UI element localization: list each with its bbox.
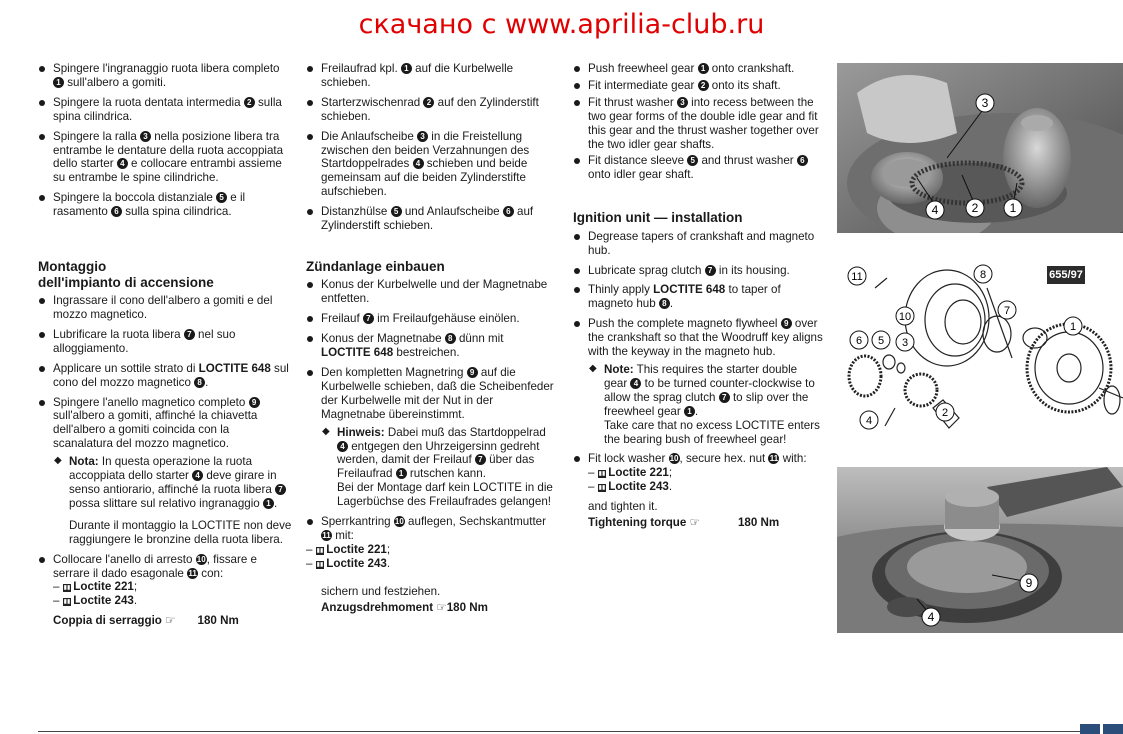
model-chip-icon: ▮▮ — [63, 585, 71, 592]
step-item: Applicare un sottile strato di LOCTITE 648 sul cono del mozzo magnetico 8 . — [38, 362, 292, 390]
italian-column — [38, 62, 292, 628]
section-heading: Zündanlage einbauen — [306, 258, 445, 274]
step-item: Fit lock washer 10, secure hex. nut 11 with: — [573, 452, 823, 466]
callout-badge: 6 — [797, 155, 808, 166]
pointing-hand-icon: ☞ — [689, 516, 700, 530]
step-item: Konus der Magnetnabe 8 dünn mit LOCTITE 648 bestreichen. — [306, 332, 554, 360]
german-column — [306, 62, 554, 615]
step-item: Thinly apply LOCTITE 648 to taper of magneto hub 8 . — [573, 283, 823, 311]
callout-badge: 8 — [194, 377, 205, 388]
step-item: Fit distance sleeve 5 and thrust washer 6 onto idler gear shaft. — [573, 154, 823, 182]
step-item: Starterzwischenrad 2 auf den Zylinderstift schieben. — [306, 96, 554, 124]
callout-badge: 10 — [394, 517, 404, 527]
exploded-diagram — [837, 258, 1123, 438]
callout-label: 9 — [1025, 576, 1033, 590]
bottom-rule — [38, 731, 1080, 732]
callout-badge: 7 — [275, 484, 286, 495]
step-item: Degrease tapers of crankshaft and magneto hub. — [573, 230, 823, 258]
watermark-text: скачано с www.aprilia-club.ru — [358, 9, 765, 40]
callout-badge: 10 — [669, 454, 679, 464]
callout-badge: 1 — [401, 63, 412, 74]
callout-badge: 7 — [705, 265, 716, 276]
step-item: Lubricate sprag clutch 7 in its housing. — [573, 264, 823, 278]
callout-badge: 11 — [188, 568, 197, 578]
step-item: Freilaufrad kpl. 1 auf die Kurbelwelle schieben. — [306, 62, 554, 90]
callout-label: 8 — [979, 269, 987, 281]
callout-label: 4 — [865, 415, 873, 427]
figure-reference-badge: 655/97 — [1047, 266, 1085, 284]
closing-text: and tighten it. — [588, 500, 658, 514]
callout-badge: 5 — [687, 155, 698, 166]
callout-badge: 2 — [244, 97, 255, 108]
section-heading: Ignition unit — installation — [573, 210, 743, 226]
callout-badge: 7 — [363, 313, 374, 324]
callout-badge: 1 — [684, 406, 695, 417]
note-block: ◆ Note: This requires the starter double gear 4 to be turned counter-clockwise to allow the sprag clutch 7 to slip over the freewheel gear 1 . Take care that no excess LOCTITE enters the bearing bush of freewheel gear! — [589, 363, 820, 446]
callout-label: 5 — [877, 335, 885, 347]
callout-label: 11 — [851, 271, 863, 283]
callout-label: 4 — [927, 610, 935, 624]
torque-spec: Coppia di serraggio ☞ 180 Nm — [53, 614, 239, 628]
step-item: Den kompletten Magnetring 9 auf die Kurbelwelle schieben, daß die Scheibenfeder der Kurbelwelle mit der Nut in der Magnetnabe übereinstimmt. ◆ Hinweis: Dabei muß das Startdoppelrad 4 entgegen den Uhrzeigersinn gedreht werden, damit der Freilauf 7 über das Freilaufrad 1 rutschen kann. Bei der Montage darf kein LOCTITE in die Lagerbüchse des Freilaufrades gelangen! — [306, 366, 554, 509]
callout-badge: 9 — [467, 367, 478, 378]
english-column — [573, 62, 823, 530]
pointing-hand-icon: ☞ — [165, 614, 176, 628]
callout-badge: 5 — [391, 206, 402, 217]
callout-badge: 8 — [659, 298, 670, 309]
step-item: Push freewheel gear 1 onto crankshaft. — [573, 62, 823, 76]
step-item: Konus der Kurbelwelle und der Magnetnabe entfetten. — [306, 278, 554, 306]
step-item: Spingere la boccola distanziale 5 e il rasamento 6 sulla spina cilindrica. — [38, 191, 292, 219]
callout-badge: 9 — [249, 397, 260, 408]
loctite-list: – ▮▮ Loctite 221; – ▮▮ Loctite 243. — [53, 580, 138, 608]
callout-badge: 11 — [769, 454, 779, 464]
callout-label: 6 — [855, 335, 863, 347]
diamond-icon: ◆ — [54, 455, 62, 467]
callout-badge: 4 — [337, 441, 348, 452]
step-item: Sperrkantring 10 auflegen, Sechskantmutter 11 mit: — [306, 515, 554, 543]
loctite-list: – ▮▮ Loctite 221; – ▮▮ Loctite 243. — [588, 466, 673, 494]
page-corner-tab — [1103, 724, 1123, 734]
callout-badge: 4 — [192, 470, 203, 481]
page-corner-tab — [1080, 724, 1100, 734]
torque-spec: Tightening torque ☞ 180 Nm — [588, 516, 780, 530]
callout-badge: 7 — [719, 392, 730, 403]
callout-badge: 4 — [117, 158, 128, 169]
closing-text: sichern und festziehen. — [321, 584, 441, 598]
step-item: Push the complete magneto flywheel 9 over the crankshaft so that the Woodruff key aligns with the keyway in the magneto hub. ◆ Note: This requires the starter double gear 4 to be turned counter-clockwise to allow the sprag clutch 7 to slip over the freewheel gear 1 . Take care that no excess LOCTITE enters the bearing bush of freewheel gear! — [573, 317, 823, 446]
callout-label: 1 — [1069, 321, 1077, 333]
callout-label: 1 — [1009, 201, 1017, 215]
callout-badge: 1 — [263, 498, 274, 509]
callout-label: 7 — [1003, 305, 1011, 317]
diamond-icon: ◆ — [589, 363, 597, 375]
model-chip-icon: ▮▮ — [598, 485, 606, 492]
callout-badge: 7 — [475, 454, 486, 465]
callout-badge: 3 — [677, 97, 688, 108]
step-item: Spingere l'ingranaggio ruota libera completo 1 sull'albero a gomiti. — [38, 62, 292, 90]
step-item: Spingere l'anello magnetico completo 9 sull'albero a gomiti, affinché la chiavetta dell'albero a gomiti coincida con la scanalatura del mozzo magnetico. ◆ Nota: In questa operazione la ruota accoppiata dello starter 4 deve girare in senso antiorario, affinché la ruota libera 7 possa slittare sul relativo ingranaggio 1 . Durante il montaggio la LOCTITE non deve raggiungere le bronzine della ruota libera. — [38, 396, 292, 547]
model-chip-icon: ▮▮ — [316, 561, 324, 568]
step-item: Die Anlaufscheibe 3 in die Freistellung zwischen den beiden Verzahnungen des Startdoppelrades 4 schieben und beide gemeinsam auf die beiden Zylinderstifte aufschieben. — [306, 130, 554, 200]
callout-badge: 10 — [196, 554, 206, 564]
torque-spec: Anzugsdrehmoment ☞180 Nm — [321, 600, 488, 614]
callout-badge: 6 — [503, 206, 514, 217]
callout-badge: 9 — [781, 318, 792, 329]
callout-label: 4 — [931, 203, 939, 217]
note-block: ◆ Hinweis: Dabei muß das Startdoppelrad 4 entgegen den Uhrzeigersinn gedreht werden, damit der Freilauf 7 über das Freilaufrad 1 rutschen kann. Bei der Montage darf kein LOCTITE in die Lagerbüchse des Freilaufrades gelangen! — [322, 425, 553, 509]
callout-badge: 2 — [698, 80, 709, 91]
callout-badge: 4 — [630, 378, 641, 389]
callout-badge: 7 — [184, 329, 195, 340]
photo-flywheel-install — [837, 467, 1123, 633]
diamond-icon: ◆ — [322, 425, 330, 437]
callout-badge: 8 — [445, 333, 456, 344]
callout-label: 3 — [981, 96, 989, 110]
callout-badge: 5 — [216, 192, 227, 203]
model-chip-icon: ▮▮ — [63, 599, 71, 606]
model-chip-icon: ▮▮ — [316, 547, 324, 554]
callout-label: 2 — [941, 407, 949, 419]
step-item: Fit thrust washer 3 into recess between the two gear forms of the double idle gear and fit this gear and the thrust washer together over the two idler gear shafts. — [573, 96, 823, 152]
callout-label: 3 — [901, 337, 909, 349]
callout-label: 2 — [971, 201, 979, 215]
callout-badge: 1 — [53, 77, 64, 88]
step-item: Ingrassare il cono dell'albero a gomiti e del mozzo magnetico. — [38, 294, 292, 322]
photo-gear-assembly — [837, 63, 1123, 233]
note-block: ◆ Nota: In questa operazione la ruota accoppiata dello starter 4 deve girare in senso antiorario, affinché la ruota libera 7 possa slittare sul relativo ingranaggio 1 . Durante il montaggio la LOCTITE non deve raggiungere le bronzine della ruota libera. — [54, 455, 292, 546]
callout-badge: 3 — [417, 131, 428, 142]
callout-badge: 4 — [413, 158, 424, 169]
callout-badge: 11 — [322, 530, 331, 540]
step-item: Fit intermediate gear 2 onto its shaft. — [573, 79, 823, 93]
callout-badge: 6 — [111, 206, 122, 217]
pointing-hand-icon: ☞ — [436, 600, 447, 614]
step-item: Distanzhülse 5 und Anlaufscheibe 6 auf Zylinderstift schieben. — [306, 205, 554, 233]
callout-badge: 2 — [423, 97, 434, 108]
section-heading: Montaggio dell'impianto di accensione — [38, 259, 214, 290]
step-item: Spingere la ralla 3 nella posizione libera tra entrambe le dentature della ruota accoppiata dello starter 4 e collocare entrambi assieme su entrambe le spine cilindriche. — [38, 130, 292, 186]
step-item: Freilauf 7 im Freilaufgehäuse einölen. — [306, 312, 554, 326]
callout-badge: 1 — [396, 468, 407, 479]
callout-label: 10 — [898, 311, 912, 323]
loctite-list: – ▮▮ Loctite 221; – ▮▮ Loctite 243. — [306, 542, 391, 570]
model-chip-icon: ▮▮ — [598, 471, 606, 478]
step-item: Lubrificare la ruota libera 7 nel suo alloggiamento. — [38, 328, 292, 356]
callout-badge: 1 — [698, 63, 709, 74]
step-item: Spingere la ruota dentata intermedia 2 sulla spina cilindrica. — [38, 96, 292, 124]
step-item: Collocare l'anello di arresto 10, fissare e serrare il dado esagonale 11 con: — [38, 553, 292, 581]
callout-badge: 3 — [140, 131, 151, 142]
